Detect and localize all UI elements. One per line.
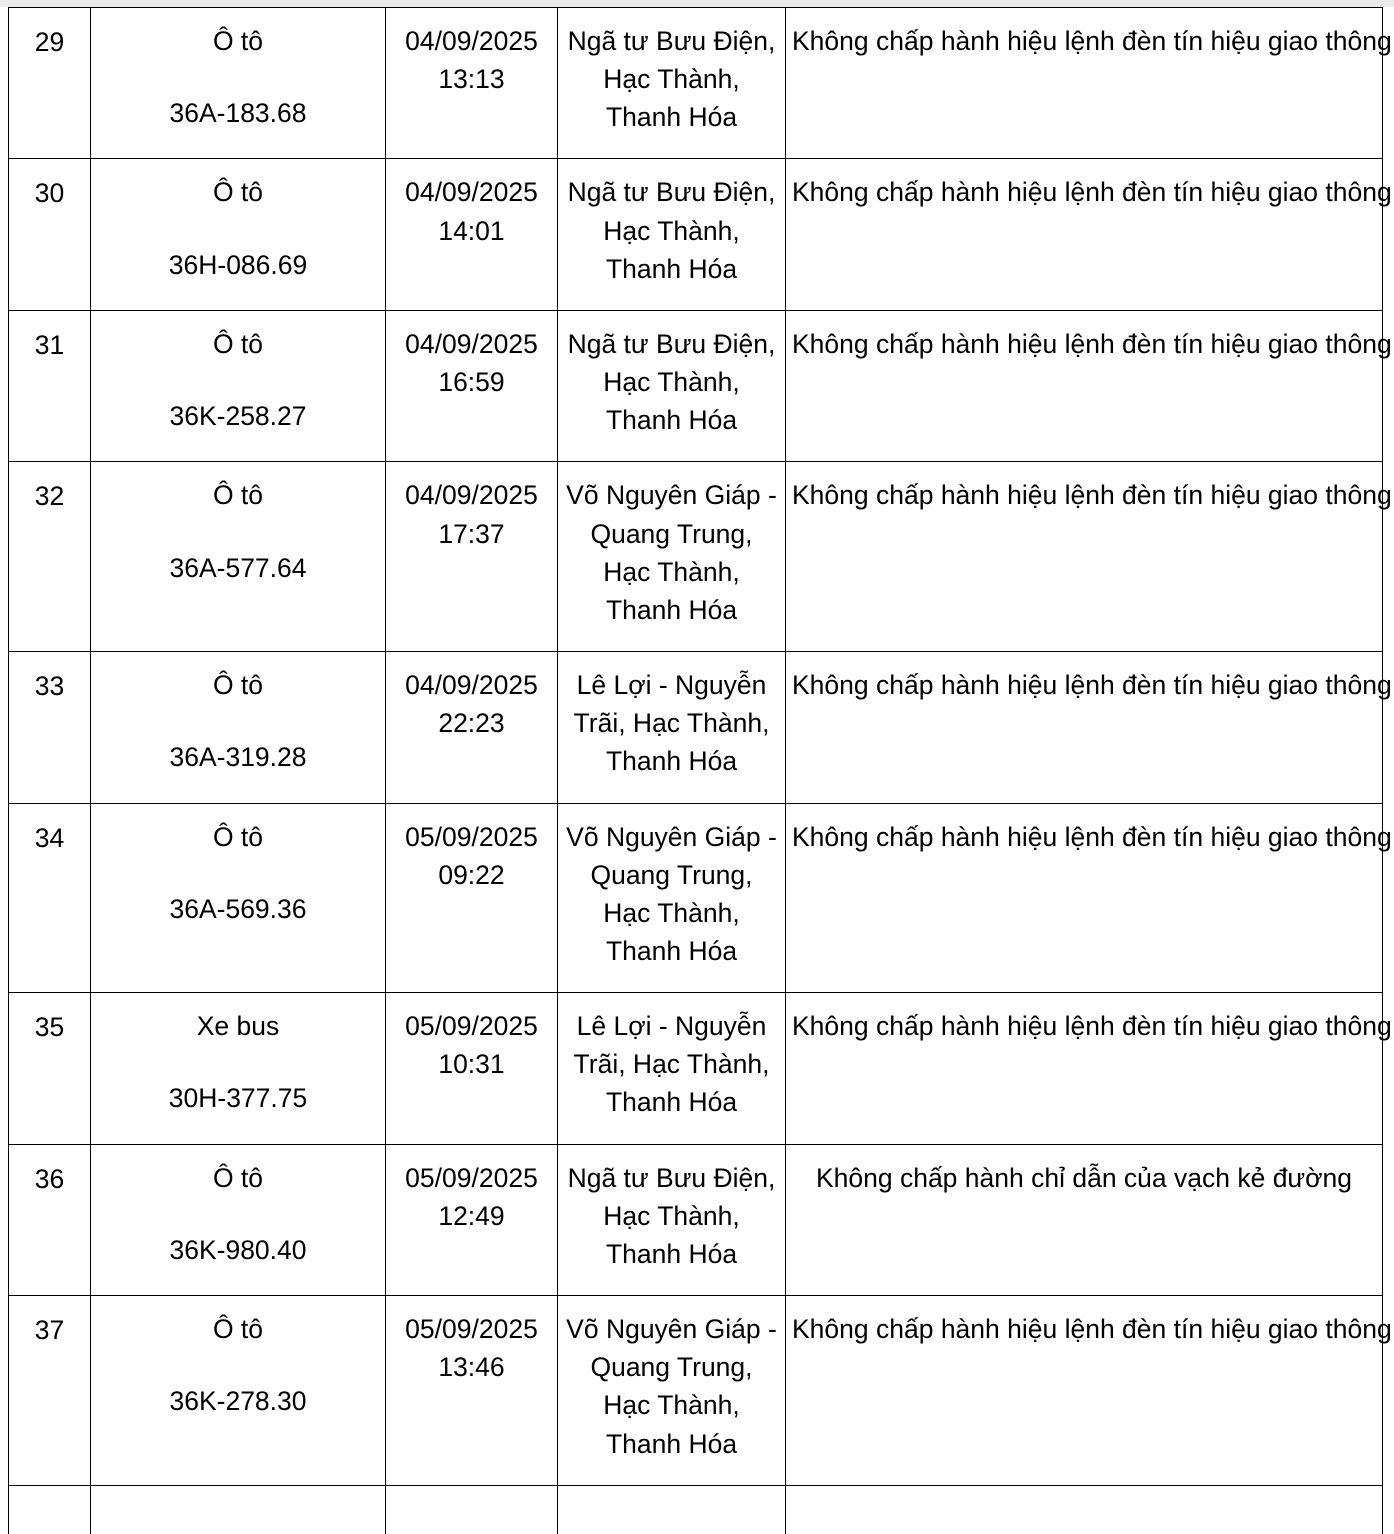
page-top-edge (0, 0, 1394, 7)
violation-description: Không chấp hành hiệu lệnh đèn tín hiệu giao thông (792, 177, 1392, 208)
table-row (9, 159, 1383, 310)
vehicle-cell (91, 652, 385, 798)
cell-index (9, 462, 91, 652)
violation-date: 04/09/2025 (405, 670, 538, 701)
license-plate: 36H-086.69 (168, 249, 308, 280)
violation-location: Ngã tư Bưu Điện, Hạc Thành, Thanh Hóa (567, 177, 776, 284)
violation-description: Không chấp hành hiệu lệnh đèn tín hiệu giao thông (792, 670, 1392, 701)
cell-violation (786, 462, 1392, 652)
cell-vehicle (91, 310, 386, 461)
vehicle-type: Ô tô (212, 1162, 264, 1193)
cell-index (9, 652, 91, 803)
table-row (9, 462, 1383, 652)
row-index: 36 (34, 1163, 65, 1194)
row-index: 34 (34, 822, 65, 853)
cell-location (558, 159, 786, 310)
datetime-cell (386, 8, 557, 120)
violation-time: 10:31 (438, 1049, 505, 1080)
datetime-cell (386, 1145, 557, 1257)
violation-description: Không chấp hành hiệu lệnh đèn tín hiệu giao thông (792, 26, 1392, 56)
row-index: 30 (34, 178, 65, 209)
cell-location (558, 8, 786, 159)
cell-index (9, 310, 91, 461)
datetime-cell (386, 1296, 557, 1408)
violation-time: 12:49 (438, 1200, 505, 1231)
violation-date: 04/09/2025 (405, 328, 538, 359)
cell-datetime (386, 1296, 558, 1486)
violation-description: Không chấp hành chỉ dẫn của vạch kẻ đường (815, 1162, 1353, 1193)
cell-violation (786, 652, 1392, 803)
cell-datetime (386, 8, 558, 159)
datetime-cell (386, 159, 557, 271)
cell-index (9, 803, 91, 993)
vehicle-type: Ô tô (212, 670, 264, 701)
cell-vehicle (91, 1485, 386, 1534)
violation-date: 04/09/2025 (405, 480, 538, 511)
violation-description: Không chấp hành hiệu lệnh đèn tín hiệu giao thông (792, 1314, 1392, 1345)
violation-description (786, 1486, 1382, 1534)
vehicle-cell (91, 159, 385, 305)
row-index: 29 (34, 27, 65, 57)
violation-location: Võ Nguyên Giáp - Quang Trung, Hạc Thành, Thanh Hóa (566, 821, 777, 966)
violation-location: Ngã tư Bưu Điện, Hạc Thành, Thanh Hóa (567, 26, 776, 133)
violation-date: 05/09/2025 (405, 1314, 538, 1345)
vehicle-type: Ô tô (212, 821, 264, 852)
vehicle-cell (91, 993, 385, 1139)
datetime-cell (386, 804, 557, 916)
violation-time: 16:59 (438, 367, 505, 398)
cell-datetime (386, 310, 558, 461)
violation-time: 17:37 (438, 518, 505, 549)
row-index (9, 1486, 90, 1534)
cell-vehicle (91, 652, 386, 803)
cell-vehicle (91, 1296, 386, 1486)
license-plate: 36K-278.30 (169, 1386, 307, 1417)
datetime-cell (386, 311, 557, 423)
cell-location (558, 993, 786, 1144)
violation-time: 14:01 (438, 215, 505, 246)
license-plate: 36K-980.40 (169, 1234, 307, 1265)
violation-description: Không chấp hành hiệu lệnh đèn tín hiệu giao thông (792, 1011, 1392, 1042)
cell-datetime (386, 462, 558, 652)
violations-table (8, 7, 1392, 1534)
vehicle-type: Ô tô (212, 177, 264, 208)
table-row-partial (9, 1485, 1383, 1534)
cell-datetime (386, 652, 558, 803)
cell-violation (786, 1485, 1383, 1534)
cell-location (558, 1485, 786, 1534)
violation-time: 13:46 (438, 1352, 505, 1383)
violation-location: Ngã tư Bưu Điện, Hạc Thành, Thanh Hóa (567, 328, 776, 436)
license-plate: 36A-569.36 (169, 893, 307, 924)
table-row (9, 1296, 1383, 1486)
violation-date: 05/09/2025 (405, 1162, 538, 1193)
row-index: 32 (34, 481, 65, 512)
vehicle-type: Ô tô (212, 26, 264, 56)
violation-time: 22:23 (438, 708, 505, 739)
row-index: 33 (34, 671, 65, 702)
violations-table-body (9, 8, 1392, 1534)
row-index: 37 (34, 1315, 65, 1346)
cell-violation (786, 159, 1392, 310)
cell-datetime (386, 993, 558, 1144)
cell-vehicle (91, 1144, 386, 1295)
violation-date: 04/09/2025 (405, 26, 538, 56)
vehicle-type: Ô tô (212, 480, 264, 511)
table-row (9, 1144, 1383, 1295)
cell-violation (786, 310, 1392, 461)
cell-location (558, 462, 786, 652)
datetime-cell (386, 993, 557, 1105)
cell-location (558, 1144, 786, 1295)
cell-violation (786, 8, 1392, 159)
cell-index (9, 159, 91, 310)
vehicle-cell (91, 311, 385, 457)
cell-location (558, 803, 786, 993)
violation-time: 09:22 (438, 859, 505, 890)
table-row (9, 803, 1383, 993)
violation-location (558, 1486, 785, 1534)
vehicle-cell (91, 1296, 385, 1442)
violations-table-container (8, 7, 1392, 1534)
license-plate: 30H-377.75 (168, 1083, 308, 1114)
violation-date: 05/09/2025 (405, 1011, 538, 1042)
cell-index (9, 1485, 91, 1534)
table-row (9, 310, 1383, 461)
row-index: 35 (34, 1012, 65, 1043)
cell-vehicle (91, 159, 386, 310)
table-row (9, 8, 1383, 159)
violation-location: Ngã tư Bưu Điện, Hạc Thành, Thanh Hóa (567, 1162, 776, 1269)
cell-index (9, 993, 91, 1144)
violation-time: 13:13 (438, 64, 505, 95)
vehicle-cell (91, 804, 385, 950)
cell-violation (786, 1296, 1392, 1486)
cell-location (558, 310, 786, 461)
cell-index (9, 1144, 91, 1295)
cell-datetime (386, 1144, 558, 1295)
cell-vehicle (91, 462, 386, 652)
datetime-cell (386, 652, 557, 764)
cell-vehicle (91, 8, 386, 159)
cell-datetime (386, 1485, 558, 1534)
cell-datetime (386, 803, 558, 993)
violation-date: 05/09/2025 (405, 821, 538, 852)
datetime-cell (386, 1486, 557, 1534)
license-plate: 36A-577.64 (169, 552, 307, 583)
license-plate: 36K-258.27 (169, 401, 307, 432)
cell-location (558, 652, 786, 803)
table-row (9, 993, 1383, 1144)
violation-description: Không chấp hành hiệu lệnh đèn tín hiệu giao thông (792, 480, 1392, 511)
violation-location: Lê Lợi - Nguyễn Trãi, Hạc Thành, Thanh Hóa (573, 670, 770, 777)
vehicle-cell (91, 462, 385, 608)
vehicle-cell (91, 8, 385, 154)
cell-vehicle (91, 993, 386, 1144)
vehicle-type: Ô tô (212, 1314, 264, 1345)
cell-index (9, 8, 91, 159)
license-plate: 36A-319.28 (169, 742, 307, 773)
cell-vehicle (91, 803, 386, 993)
vehicle-type: Ô tô (212, 328, 264, 359)
row-index: 31 (34, 329, 65, 360)
cell-location (558, 1296, 786, 1486)
datetime-cell (386, 462, 557, 574)
license-plate: 36A-183.68 (169, 98, 307, 129)
cell-violation (786, 1144, 1383, 1295)
violation-date: 04/09/2025 (405, 177, 538, 208)
cell-violation (786, 993, 1392, 1144)
vehicle-type: Xe bus (196, 1011, 280, 1042)
violation-description: Không chấp hành hiệu lệnh đèn tín hiệu giao thông (792, 821, 1392, 852)
cell-datetime (386, 159, 558, 310)
violation-location: Võ Nguyên Giáp - Quang Trung, Hạc Thành, Thanh Hóa (566, 480, 777, 625)
cell-violation (786, 803, 1392, 993)
vehicle-cell (91, 1486, 385, 1534)
cell-index (9, 1296, 91, 1486)
table-row (9, 652, 1383, 803)
violation-description: Không chấp hành hiệu lệnh đèn tín hiệu giao thông (792, 328, 1392, 359)
violation-location: Võ Nguyên Giáp - Quang Trung, Hạc Thành, Thanh Hóa (566, 1314, 777, 1459)
violation-location: Lê Lợi - Nguyễn Trãi, Hạc Thành, Thanh Hóa (573, 1011, 770, 1118)
vehicle-cell (91, 1145, 385, 1291)
